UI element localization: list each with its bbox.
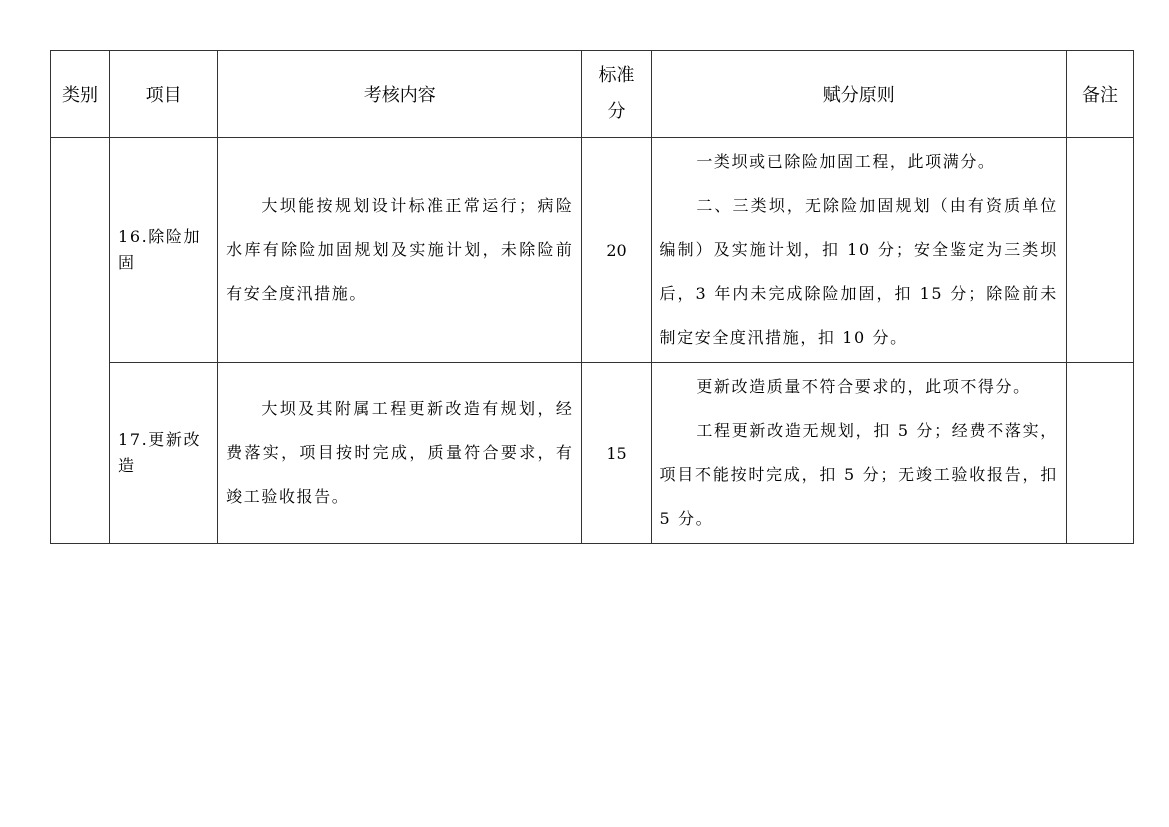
- content-cell: [218, 138, 582, 363]
- content-cell: [218, 363, 582, 544]
- item-cell: 16.除险加固: [110, 138, 218, 363]
- score-cell: 20: [582, 138, 651, 363]
- category-cell: [51, 138, 110, 544]
- rule-cell: [651, 138, 1066, 363]
- rule-text: 工程更新改造无规划，扣 5 分；经费不落实，项目不能按时完成，扣 5 分；无竣工验收报告，扣 5 分。: [659, 421, 1058, 528]
- rule-text: 更新改造质量不符合要求的，此项不得分。: [696, 377, 1031, 396]
- header-row: [51, 51, 1134, 138]
- header-score-line2: 分: [607, 101, 626, 122]
- assessment-table: [50, 50, 1134, 544]
- table-row: [51, 138, 1134, 363]
- note-cell: [1066, 138, 1133, 363]
- header-category: 类别: [51, 51, 110, 138]
- rule-cell: [651, 363, 1066, 544]
- rule-text: 一类坝或已除险加固工程，此项满分。: [696, 152, 996, 171]
- header-score: [582, 51, 651, 138]
- item-cell: 17.更新改造: [110, 363, 218, 544]
- score-cell: 15: [582, 363, 651, 544]
- header-rule: 赋分原则: [651, 51, 1066, 138]
- table-row: [51, 363, 1134, 544]
- note-cell: [1066, 363, 1133, 544]
- rule-text: 二、三类坝，无除险加固规划（由有资质单位编制）及实施计划，扣 10 分；安全鉴定为三类坝后，3 年内未完成除险加固，扣 15 分；除险前未制定安全度汛措施，扣 10 分。: [659, 196, 1058, 347]
- header-item: 项目: [110, 51, 218, 138]
- header-content: 考核内容: [218, 51, 582, 138]
- header-note: 备注: [1066, 51, 1133, 138]
- header-score-line1: 标准: [598, 65, 635, 86]
- content-text: 大坝能按规划设计标准正常运行；病险水库有除险加固规划及实施计划，未除险前有安全度汛措施。: [226, 196, 574, 303]
- content-text: 大坝及其附属工程更新改造有规划，经费落实，项目按时完成，质量符合要求，有竣工验收报告。: [226, 399, 574, 506]
